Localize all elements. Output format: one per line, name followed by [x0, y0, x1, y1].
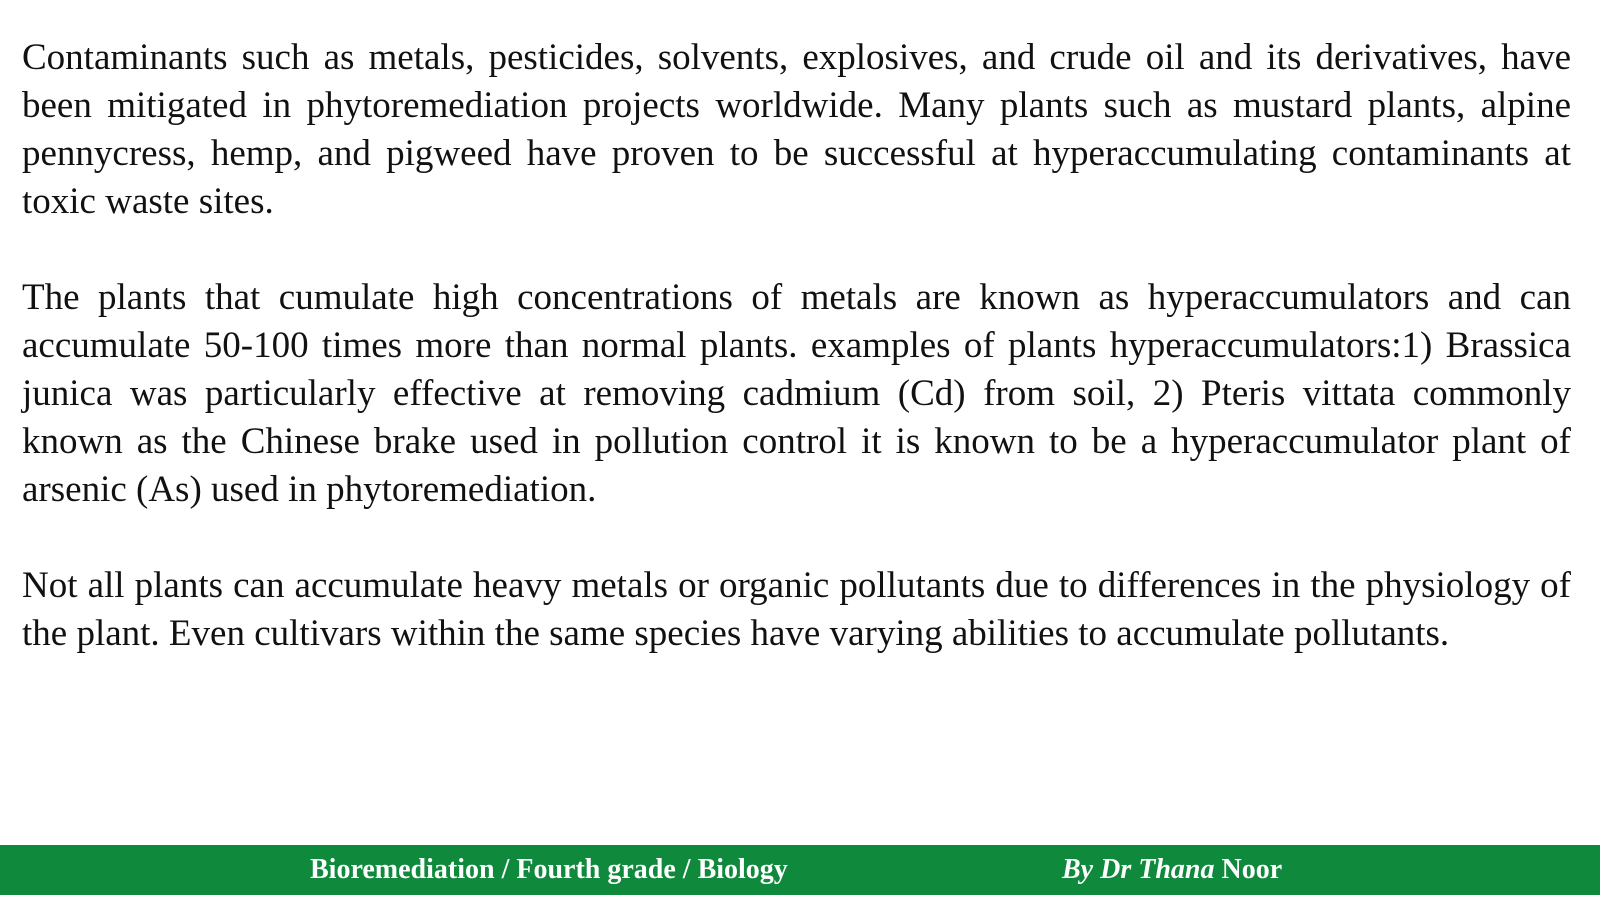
paragraph-plant-physiology: Not all plants can accumulate heavy metals or organic pollutants due to differences in the physiology of the plant. Even cultivars within the same species have varying abilities to accumulate pollutants. — [22, 565, 1571, 654]
footer-bar — [0, 845, 1600, 895]
paragraph-contaminants: Contaminants such as metals, pesticides, solvents, explosives, and crude oil and its derivatives, have been mitigated in phytoremediation projects worldwide. Many plants such as mustard plants, alpine pennycress, hemp, and pigweed have proven to be successful at hyperaccumulating contaminants at toxic waste sites. — [22, 37, 1571, 222]
footer-course-label: Bioremediation / Fourth grade / Biology — [310, 854, 788, 885]
paragraph-hyperaccumulators: The plants that cumulate high concentrations of metals are known as hyperaccumulators and can accumulate 50-100 times more than normal plants. examples of plants hyperaccumulators:1) Brassica junica was particularly effective at removing cadmium (Cd) from soil, 2) Pteris vittata commonly known as the Chinese brake used in pollution control it is known to be a hyperaccumulator plant of arsenic (As) used in phytoremediation. — [22, 277, 1571, 510]
footer-author-surname: Noor — [1221, 854, 1283, 885]
footer-author — [1062, 845, 1282, 895]
slide-body — [22, 34, 1571, 658]
footer-author-prefix: By Dr Thana — [1062, 854, 1215, 885]
